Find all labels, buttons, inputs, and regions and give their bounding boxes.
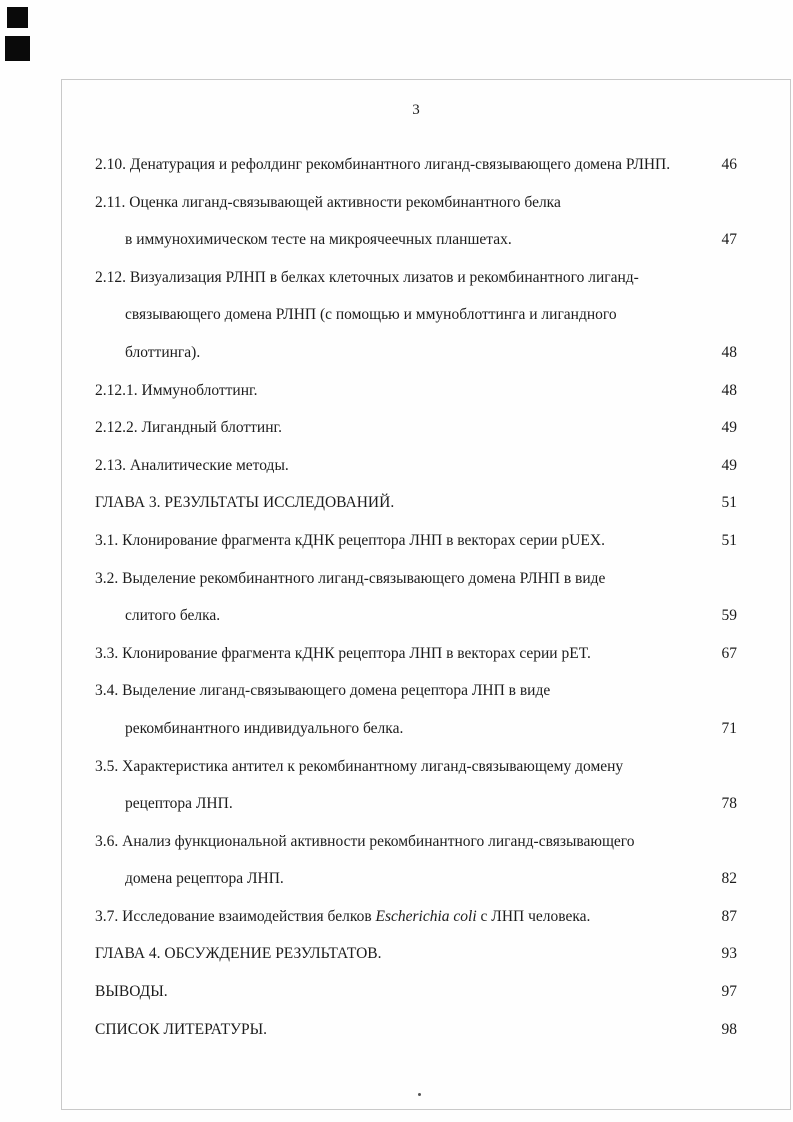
toc-line: [95, 221, 737, 259]
toc-line: [95, 259, 737, 297]
toc-page-number: 71: [721, 719, 737, 737]
toc-page-number: 59: [721, 607, 737, 625]
toc-page-number: 87: [721, 907, 737, 925]
toc-entry-text-segment: рекомбинантного индивидуального белка.: [125, 719, 404, 737]
toc-entry-text: [95, 635, 591, 673]
toc-entry-text: [95, 221, 512, 259]
scan-artifact-dot: [418, 1093, 421, 1096]
toc-entry-text: [95, 146, 670, 184]
toc-page-number: 97: [721, 983, 737, 1001]
toc-entry-text-segment: 2.12. Визуализация РЛНП в белках клеточных лизатов и рекомбинантного лиганд-: [95, 268, 639, 286]
toc-page-number: 49: [721, 419, 737, 437]
toc-entry-text-segment: рецептора ЛНП.: [125, 795, 233, 813]
document-page: [61, 79, 791, 1110]
toc-line: [95, 748, 737, 786]
toc-entry-text-segment: 3.1. Клонирование фрагмента кДНК рецептора ЛНП в векторах серии pUEX.: [95, 531, 605, 549]
toc-entry-text-segment: СПИСОК ЛИТЕРАТУРЫ.: [95, 1020, 268, 1038]
toc-line: [95, 710, 737, 748]
scan-artifact-square: [5, 36, 30, 61]
toc-line: [95, 372, 737, 410]
toc-page-number: 51: [721, 531, 737, 549]
toc-page-number: 82: [721, 870, 737, 888]
toc-page-number: 49: [721, 456, 737, 474]
toc-line: [95, 560, 737, 598]
toc-entry-text-segment: в иммунохимическом тесте на микроячеечных планшетах.: [125, 231, 512, 249]
toc-entry-text: [95, 860, 284, 898]
toc-entry-text-segment: с ЛНП человека.: [476, 907, 591, 925]
toc-entry-text-segment: связывающего домена РЛНП (с помощью и ммуноблоттинга и лигандного: [125, 306, 617, 324]
toc-line: [95, 296, 737, 334]
toc-entry-text-segment: 3.3. Клонирование фрагмента кДНК рецептора ЛНП в векторах серии pET.: [95, 644, 591, 662]
toc-line: [95, 973, 737, 1011]
page-number: 3: [412, 102, 420, 118]
toc-line: [95, 409, 737, 447]
toc-entry-text: [95, 259, 639, 297]
toc-page-number: 47: [721, 231, 737, 249]
toc-line: [95, 935, 737, 973]
toc-entry-text-segment: 3.7. Исследование взаимодействия белков: [95, 907, 376, 925]
toc-entry-text: [95, 672, 550, 710]
toc-entry-text-segment: 2.12.1. Иммуноблоттинг.: [95, 381, 258, 399]
toc-entry-text: [95, 484, 394, 522]
toc-entry-text: [95, 1011, 267, 1049]
toc-line: [95, 860, 737, 898]
toc-entry-text: [95, 785, 233, 823]
toc-page-number: 46: [721, 156, 737, 173]
toc-entry-text-segment: 2.10. Денатурация и рефолдинг рекомбинантного лиганд-связывающего домена РЛНП.: [95, 156, 671, 173]
toc-page-number: 48: [721, 343, 737, 361]
toc-entry-text: [95, 447, 289, 485]
toc-line: [95, 672, 737, 710]
toc-entry-text-segment: домена рецептора ЛНП.: [125, 870, 284, 888]
toc-entry-text: [95, 296, 617, 334]
toc-page-number: 78: [721, 795, 737, 813]
toc-entry-text: [95, 184, 561, 222]
toc-line: [95, 522, 737, 560]
toc-entry-text-segment: слитого белка.: [125, 607, 221, 625]
toc-entry-text: [95, 334, 200, 372]
toc-entry-text-segment: 2.12.2. Лигандный блоттинг.: [95, 419, 283, 437]
toc-entry-text: [95, 522, 605, 560]
toc-entry-text-segment: 3.4. Выделение лиганд-связывающего домена рецептора ЛНП в виде: [95, 682, 551, 700]
toc-entry-text: [95, 748, 623, 786]
toc-entry-text-segment: ГЛАВА 3. РЕЗУЛЬТАТЫ ИССЛЕДОВАНИЙ.: [95, 494, 395, 512]
toc-entry-text-segment: блоттинга).: [125, 343, 201, 361]
toc-line: [95, 898, 737, 936]
toc-page-number: 98: [721, 1020, 737, 1038]
toc-entry-text: [95, 597, 220, 635]
scan-artifact-square: [7, 7, 28, 28]
toc-line: [95, 597, 737, 635]
toc-line: [95, 484, 737, 522]
toc-list: [95, 146, 737, 1048]
toc-line: [95, 146, 737, 184]
toc-line: [95, 447, 737, 485]
toc-entry-text: [95, 409, 282, 447]
toc-entry-text-segment: 2.13. Аналитические методы.: [95, 456, 289, 474]
toc-entry-text: [95, 823, 635, 861]
toc-entry-text-italic: Escherichia coli: [375, 907, 477, 925]
toc-page-number: 51: [721, 494, 737, 512]
toc-entry-text: [95, 898, 590, 936]
toc-entry-text: [95, 710, 403, 748]
toc-entry-text: [95, 935, 382, 973]
toc-page-number: 67: [721, 644, 737, 662]
toc-line: [95, 184, 737, 222]
toc-page-number: 93: [721, 945, 737, 963]
toc-line: [95, 334, 737, 372]
toc-entry-text: [95, 560, 605, 598]
toc-line: [95, 635, 737, 673]
toc-line: [95, 1011, 737, 1049]
toc-line: [95, 785, 737, 823]
toc-entry-text-segment: ВЫВОДЫ.: [95, 983, 168, 1001]
toc-page-number: 48: [721, 381, 737, 399]
toc-entry-text-segment: 2.11. Оценка лиганд-связывающей активности рекомбинантного белка: [95, 193, 561, 211]
toc-line: [95, 823, 737, 861]
toc-entry-text: [95, 973, 168, 1011]
toc-entry-text-segment: 3.6. Анализ функциональной активности рекомбинантного лиганд-связывающего: [95, 832, 635, 850]
toc-entry-text: [95, 372, 258, 410]
toc-entry-text-segment: 3.2. Выделение рекомбинантного лиганд-связывающего домена РЛНП в виде: [95, 569, 606, 587]
toc-entry-text-segment: 3.5. Характеристика антител к рекомбинантному лиганд-связывающему домену: [95, 757, 624, 775]
toc-entry-text-segment: ГЛАВА 4. ОБСУЖДЕНИЕ РЕЗУЛЬТАТОВ.: [95, 945, 382, 963]
